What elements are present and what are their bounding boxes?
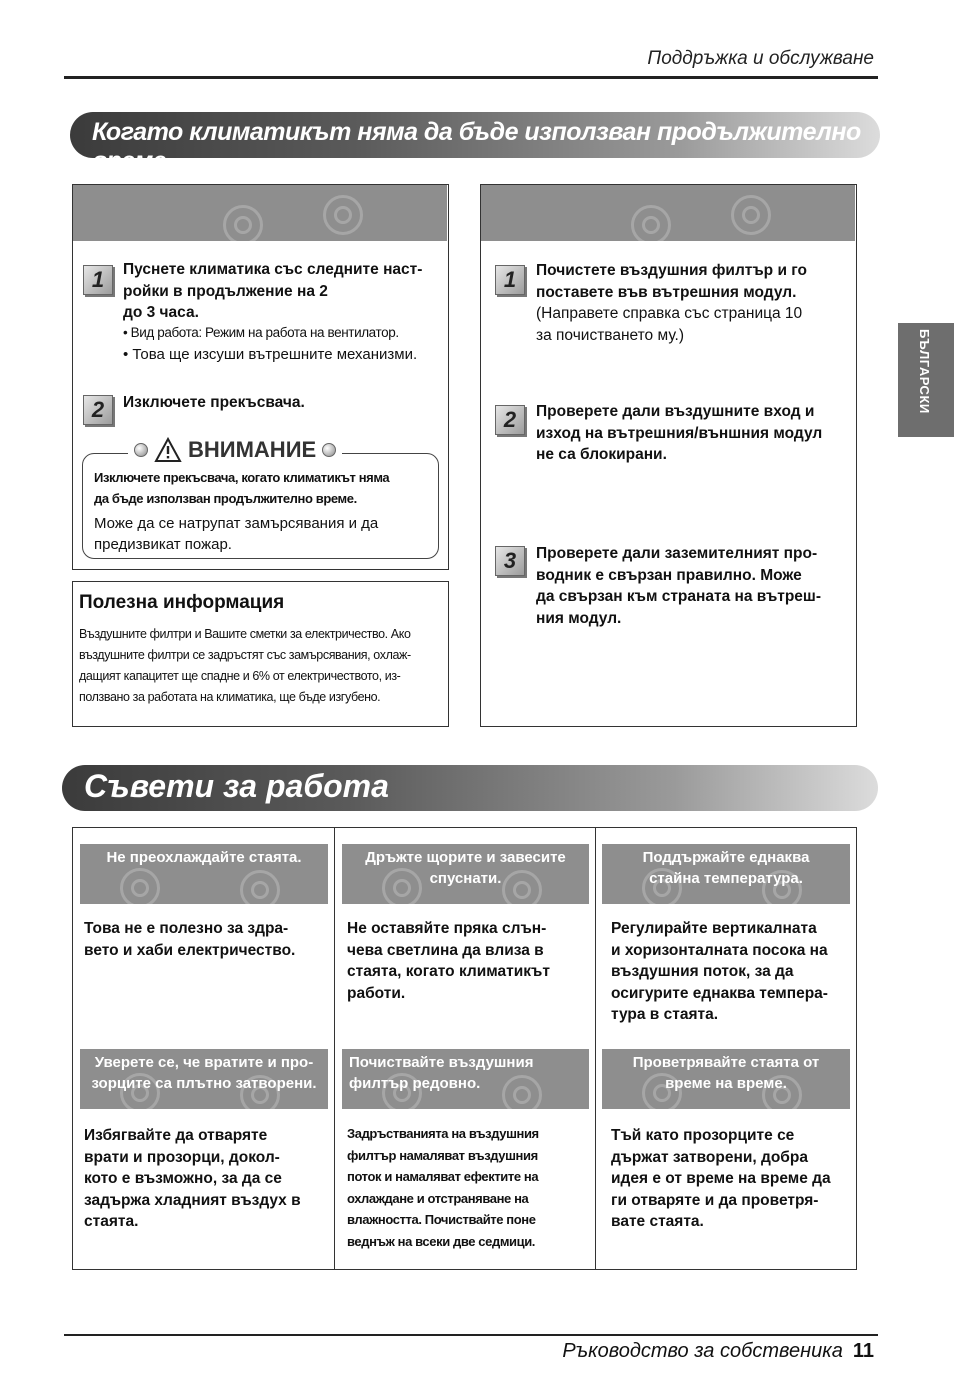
step-1-bullet-dry: • Това ще изсуши вътрешните механизми. (123, 346, 418, 363)
step-number-3: 3 (495, 546, 525, 576)
tips-table (72, 827, 857, 1270)
step-number-1: 1 (495, 265, 525, 295)
warning-dot-left (134, 443, 148, 457)
tip-heading-text: Уверете се, че вратите и про- зорците са плътно затворени. (91, 1054, 317, 1092)
tip-text-ventilate: Тъй като прозорците се държат затворени, добра идея е от време на време да ги отваряте и да проветря- вате стаята. (611, 1127, 831, 1230)
panel-heading (73, 185, 447, 241)
useful-info-text: Въздушните филтри и Вашите сметки за електричество. Ако въздушните филтри се задръстят със замърсявания, охлаж- дащият капацитет ще спадне и 6% от електричеството, из- ползвано за работата на климатика, ще бъде изгубено. (79, 627, 411, 704)
tip-text-overcool: Това не е полезно за здра- вето и хаби електричество. (84, 920, 296, 959)
tip-heading-text: Проветрявайте стаята от време на време. (632, 1054, 820, 1092)
step-3-text: Проверете дали заземителният про- водник е свързан правилно. Може да свързан към страната на вътреш- ния модул. (536, 545, 822, 627)
tip-heading-curtains (342, 844, 589, 904)
step-number-2: 2 (495, 405, 525, 435)
tip-heading-text: Не преохлаждайте стаята. (106, 849, 302, 866)
page-number: 11 (852, 1340, 874, 1362)
tip-text-filter: Задръстванията на въздушния филтър намаляват въздушния поток и намаляват ефектите на охлаждане и отстраняване на влажността. Почиствайте поне веднъж на всеки две седмици. (347, 1126, 539, 1249)
step-1-note: (Направете справка със страница 10 за почистването му.) (536, 305, 803, 344)
language-tab-label: БЪЛГАРСКИ (917, 329, 932, 414)
useful-info-panel (72, 581, 449, 727)
warning-title: ВНИМАНИЕ (188, 437, 317, 462)
tip-heading-text: Почиствайте въздушния филтър редовно. (349, 1054, 534, 1092)
running-header: Поддръжка и обслужване (647, 48, 874, 69)
tip-heading-filter (342, 1049, 589, 1109)
warning-dot-right (322, 443, 336, 457)
step-1-bullet-mode: • Вид работа: Режим на работа на вентилатор. (123, 325, 399, 340)
tip-heading-text: Дръжте щорите и завесите спуснати. (365, 849, 566, 887)
footer-title: Ръководство за собственика (562, 1340, 843, 1362)
step-2-text: Проверете дали въздушните вход и изход на вътрешния/външния модул не са блокирани. (536, 403, 823, 463)
tip-heading-temperature (602, 844, 850, 904)
panel-reuse (480, 184, 857, 727)
step-number-2: 2 (83, 395, 113, 425)
tip-heading-text: Поддържайте еднаква стайна температура. (642, 849, 810, 887)
warning-title-row (128, 435, 342, 465)
tip-heading-ventilate (602, 1049, 850, 1109)
panel-heading (481, 185, 855, 241)
step-number-1: 1 (83, 265, 113, 295)
tip-heading-doors (80, 1049, 328, 1109)
step-1-text: Пуснете климатика със следните наст- ройки в продължение на 2 до 3 часа. (123, 261, 423, 321)
warning-text: Може да се натрупат замърсявания и да предизвикат пожар. (94, 515, 379, 553)
language-tab (898, 323, 954, 437)
tip-text-temperature: Регулирайте вертикалната и хоризонталната посока на въздушния поток, за да осигурите еднаква темпера- тура в стаята. (611, 920, 828, 1023)
tip-text-doors: Избягвайте да отваряте врати и прозорци, докол- кото е възможно, за да се задържа хладният въздух в стаята. (84, 1127, 301, 1230)
step-2-text: Изключете прекъсвача. (123, 394, 305, 411)
running-footer (562, 1340, 874, 1363)
section-title-long-term: Когато климатикът няма да бъде използван продължително време. (70, 112, 880, 158)
footer-rule (64, 1334, 878, 1336)
section-title-tips: Съвети за работа (62, 765, 878, 811)
tip-text-curtains: Не оставяйте пряка слън- чева светлина да влиза в стаята, когато климатикът работи. (347, 920, 550, 1002)
warning-triangle-icon (154, 437, 182, 463)
header-rule (64, 76, 878, 79)
panel-not-in-use (72, 184, 449, 570)
tip-heading-overcool (80, 844, 328, 904)
warning-bold-text: Изключете прекъсвача, когато климатикът няма да бъде използван продължително време. (94, 470, 390, 506)
step-1-text: Почистете въздушния филтър и го поставете във вътрешния модул. (536, 262, 808, 301)
useful-info-title: Полезна информация (79, 592, 285, 613)
